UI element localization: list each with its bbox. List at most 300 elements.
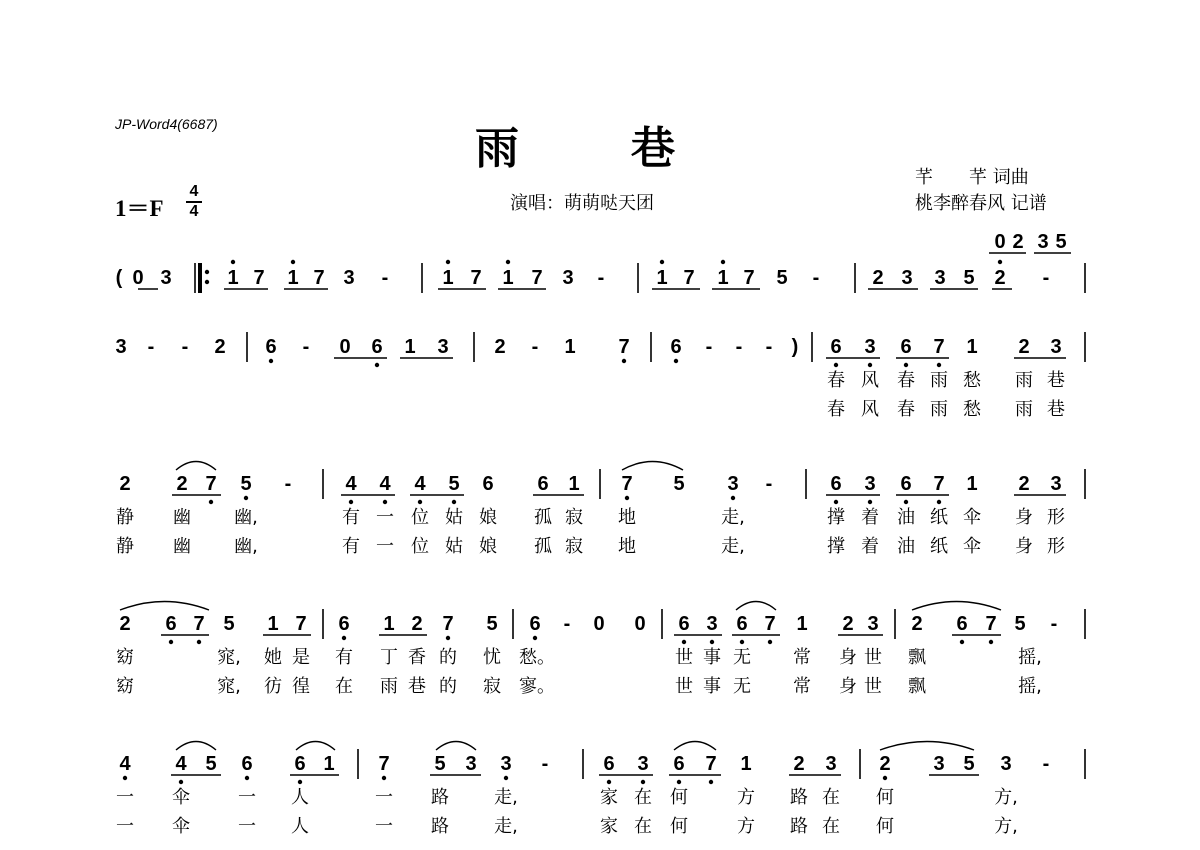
score-note: 6 [294, 753, 306, 775]
score-note: 4 [414, 473, 426, 495]
lyric-char: 常 [793, 676, 811, 697]
score-note: 6 [529, 613, 541, 635]
lyric-char: 寥。 [519, 676, 555, 697]
score-note: 2 [872, 267, 884, 289]
score-note: 6 [830, 336, 842, 358]
lyric-char: 的 [439, 647, 457, 668]
score-note: 5 [240, 473, 252, 495]
lyric-char: 伞 [172, 816, 190, 837]
score-note: 1 [404, 336, 416, 358]
slur [176, 742, 216, 751]
lyric-char: 方 [737, 787, 755, 808]
score-note: 5 [448, 473, 460, 495]
lyric-char: 是 [292, 647, 310, 668]
lyric-char: 静 [116, 507, 134, 528]
octave-dot [740, 640, 744, 644]
score-note: 7 [985, 613, 997, 635]
slur [880, 742, 974, 751]
slur [674, 742, 716, 751]
time-denominator: 4 [189, 203, 199, 220]
octave-dot [834, 363, 838, 367]
lyric-char: 身 [1015, 507, 1033, 528]
score-note: 1 [717, 267, 729, 289]
octave-dot [677, 780, 681, 784]
score-note: 6 [371, 336, 383, 358]
score-note: - [541, 753, 549, 775]
score-note-small: 5 [1055, 231, 1067, 253]
lyric-char: 一 [116, 787, 134, 808]
score-note: 7 [295, 613, 307, 635]
score-note: - [1042, 753, 1050, 775]
score-note-small: 0 [994, 231, 1006, 253]
lyric-char: 愁 [963, 370, 981, 391]
lyric-char: 春 [897, 399, 915, 420]
score-note: 3 [437, 336, 449, 358]
octave-dot [868, 500, 872, 504]
slur [622, 462, 683, 471]
score-note: 5 [673, 473, 685, 495]
score-note: 6 [241, 753, 253, 775]
lyric-char: 油 [897, 536, 915, 557]
lyric-char: 春 [897, 370, 915, 391]
score-note: 3 [864, 336, 876, 358]
score-note: - [765, 473, 773, 495]
score-note: 6 [338, 613, 350, 635]
score-note: 6 [900, 473, 912, 495]
title-char-1: 雨 [475, 123, 519, 174]
score-note: 0 [634, 613, 646, 635]
lyric-char: 幽, [234, 536, 258, 557]
lyric-char: 位 [411, 536, 429, 557]
score-note: 3 [465, 753, 477, 775]
octave-dot [625, 496, 629, 500]
octave-dot [883, 776, 887, 780]
score-note: 2 [911, 613, 923, 635]
score-note: 6 [956, 613, 968, 635]
score-note: - [563, 613, 571, 635]
lyric-char: 走, [721, 536, 745, 557]
octave-dot [446, 636, 450, 640]
score-note: - [812, 267, 820, 289]
score-note: 2 [1018, 336, 1030, 358]
slur [176, 462, 216, 471]
octave-dot [904, 500, 908, 504]
score-note: 3 [934, 267, 946, 289]
score-note: 1 [966, 336, 978, 358]
octave-dot [375, 363, 379, 367]
octave-dot [641, 780, 645, 784]
lyric-char: 纸 [930, 536, 948, 557]
score-note: 1 [383, 613, 395, 635]
score-note: 6 [900, 336, 912, 358]
lyric-char: 有 [342, 507, 360, 528]
score-note: 5 [205, 753, 217, 775]
score-note: 3 [1050, 336, 1062, 358]
lyric-char: 巷 [408, 676, 426, 697]
octave-dot [205, 280, 209, 284]
score-note: 2 [176, 473, 188, 495]
lyric-char: 在 [634, 787, 652, 808]
score-note: - [181, 336, 189, 358]
lyric-char: 寂 [565, 536, 583, 557]
lyric-char: 一 [376, 507, 394, 528]
score-note: 7 [743, 267, 755, 289]
score-note: ( [115, 267, 123, 289]
lyric-char: 无 [733, 647, 751, 668]
score-note: 3 [933, 753, 945, 775]
score-note: 7 [933, 473, 945, 495]
score-note: 5 [434, 753, 446, 775]
lyric-char: 身 [1015, 536, 1033, 557]
score-note: 3 [901, 267, 913, 289]
octave-dot [904, 363, 908, 367]
lyric-char: 香 [408, 647, 426, 668]
octave-dot [674, 359, 678, 363]
lyric-char: 雨 [930, 370, 948, 391]
score-note: ) [791, 336, 799, 358]
score-note: 5 [486, 613, 498, 635]
lyric-char: 丁 [380, 647, 398, 668]
octave-dot [622, 359, 626, 363]
lyric-char: 人 [291, 787, 309, 808]
score-note: 3 [160, 267, 172, 289]
octave-dot [231, 260, 235, 264]
score-note: 3 [864, 473, 876, 495]
lyric-char: 世 [864, 647, 882, 668]
score-note: 2 [879, 753, 891, 775]
octave-dot [291, 260, 295, 264]
score-note: - [381, 267, 389, 289]
octave-dot [383, 500, 387, 504]
score-note: 7 [253, 267, 265, 289]
slur [120, 602, 209, 611]
score-note: 0 [132, 267, 144, 289]
title-char-2: 巷 [631, 123, 675, 174]
score-note: 0 [339, 336, 351, 358]
score-note: 6 [736, 613, 748, 635]
score-note: 5 [963, 267, 975, 289]
octave-dot [506, 260, 510, 264]
score-note: 7 [933, 336, 945, 358]
score-note: 2 [214, 336, 226, 358]
score-note: - [1050, 613, 1058, 635]
lyric-char: 有 [342, 536, 360, 557]
lyric-char: 形 [1047, 507, 1065, 528]
octave-dot [504, 776, 508, 780]
octave-dot [244, 496, 248, 500]
score-note: 6 [603, 753, 615, 775]
lyric-char: 一 [116, 816, 134, 837]
lyric-char: 方 [737, 816, 755, 837]
octave-dot [197, 640, 201, 644]
score-note: 3 [637, 753, 649, 775]
score-note: 7 [531, 267, 543, 289]
lyrics-composer-credit: 芊 芊 词曲 [915, 167, 1029, 188]
lyric-char: 纸 [930, 507, 948, 528]
score-note: 4 [345, 473, 357, 495]
lyric-char: 世 [675, 676, 693, 697]
octave-dot [989, 640, 993, 644]
octave-dot [418, 500, 422, 504]
score-note: 1 [656, 267, 668, 289]
score-note: - [597, 267, 605, 289]
score-note: 6 [670, 336, 682, 358]
score-note: 6 [673, 753, 685, 775]
software-label: JP-Word4(6687) [115, 116, 218, 132]
lyric-char: 孤 [534, 536, 552, 557]
time-numerator: 4 [189, 183, 199, 200]
octave-dot [533, 636, 537, 640]
slur [912, 602, 1001, 611]
lyric-char: 飘 [908, 676, 926, 697]
lyric-char: 何 [876, 787, 894, 808]
lyric-char: 走, [494, 787, 518, 808]
lyric-char: 事 [703, 647, 721, 668]
lyric-char: 世 [675, 647, 693, 668]
lyric-char: 幽 [173, 507, 191, 528]
slur [736, 602, 776, 611]
score-note: 7 [621, 473, 633, 495]
score-note: - [284, 473, 292, 495]
lyric-char: 路 [431, 787, 449, 808]
octave-dot [682, 640, 686, 644]
score-note: 2 [494, 336, 506, 358]
octave-dot [205, 270, 209, 274]
octave-dot [342, 636, 346, 640]
octave-dot [721, 260, 725, 264]
score-note: 3 [825, 753, 837, 775]
octave-dot [660, 260, 664, 264]
lyric-char: 事 [703, 676, 721, 697]
lyric-char: 春 [827, 370, 845, 391]
lyric-char: 寂 [483, 676, 501, 697]
lyric-char: 在 [335, 676, 353, 697]
score-note: 1 [227, 267, 239, 289]
score-note: 3 [500, 753, 512, 775]
lyric-char: 幽, [234, 507, 258, 528]
lyric-char: 窕, [217, 676, 241, 697]
lyric-char: 地 [618, 507, 636, 528]
octave-dot [123, 776, 127, 780]
score-note: 6 [678, 613, 690, 635]
score-note: 1 [796, 613, 808, 635]
score-note: 7 [705, 753, 717, 775]
lyric-char: 伞 [172, 787, 190, 808]
octave-dot [710, 640, 714, 644]
score-note: 4 [175, 753, 187, 775]
score-note: 3 [1000, 753, 1012, 775]
lyric-char: 愁 [963, 399, 981, 420]
lyric-char: 巷 [1047, 370, 1065, 391]
lyric-char: 飘 [908, 647, 926, 668]
score-note: 1 [323, 753, 335, 775]
score-note: 3 [727, 473, 739, 495]
score-note: 2 [119, 613, 131, 635]
lyric-char: 油 [897, 507, 915, 528]
score-note: 2 [793, 753, 805, 775]
lyric-char: 世 [864, 676, 882, 697]
score-note: 2 [1018, 473, 1030, 495]
score-note: 1 [502, 267, 514, 289]
score-note: 3 [343, 267, 355, 289]
lyric-char: 方, [994, 816, 1018, 837]
lyric-char: 着 [861, 507, 879, 528]
lyric-char: 伞 [963, 507, 981, 528]
lyric-char: 雨 [930, 399, 948, 420]
lyric-char: 雨 [380, 676, 398, 697]
lyric-char: 在 [822, 787, 840, 808]
score-note: 3 [1050, 473, 1062, 495]
lyric-char: 姑 [445, 507, 463, 528]
score-note: 1 [740, 753, 752, 775]
score-note: 7 [764, 613, 776, 635]
octave-dot [349, 500, 353, 504]
lyric-char: 撑 [827, 507, 845, 528]
lyric-char: 幽 [173, 536, 191, 557]
lyric-char: 窈 [116, 676, 134, 697]
lyric-char: 雨 [1015, 399, 1033, 420]
lyric-char: 窈 [116, 647, 134, 668]
lyric-char: 常 [793, 647, 811, 668]
score-note: 7 [683, 267, 695, 289]
score-note: 2 [119, 473, 131, 495]
score-note: - [765, 336, 773, 358]
octave-dot [179, 780, 183, 784]
score-note: 3 [115, 336, 127, 358]
lyric-char: 彷 [264, 676, 282, 697]
score-note: 0 [593, 613, 605, 635]
key-signature: 1＝F [115, 196, 164, 221]
octave-dot [607, 780, 611, 784]
score-note: 1 [966, 473, 978, 495]
lyric-char: 徨 [292, 676, 310, 697]
score-note: 7 [193, 613, 205, 635]
octave-dot [960, 640, 964, 644]
score-note-small: 3 [1037, 231, 1049, 253]
score-note: 5 [223, 613, 235, 635]
lyric-char: 着 [861, 536, 879, 557]
transcriber-credit: 桃李醉春风 记谱 [915, 193, 1047, 214]
lyric-char: 一 [238, 787, 256, 808]
octave-dot [937, 500, 941, 504]
octave-dot [834, 500, 838, 504]
octave-dot [209, 500, 213, 504]
octave-dot [937, 363, 941, 367]
lyric-char: 撑 [827, 536, 845, 557]
score-note: 6 [482, 473, 494, 495]
octave-dot [868, 363, 872, 367]
score-note: - [1042, 267, 1050, 289]
lyric-char: 摇, [1018, 647, 1042, 668]
score-note: - [531, 336, 539, 358]
score-note: 2 [842, 613, 854, 635]
lyric-char: 人 [291, 816, 309, 837]
lyric-char: 在 [634, 816, 652, 837]
score-note: 3 [562, 267, 574, 289]
score-note: 1 [267, 613, 279, 635]
lyric-char: 形 [1047, 536, 1065, 557]
score-note: 4 [379, 473, 391, 495]
octave-dot [998, 260, 1002, 264]
lyric-char: 何 [670, 787, 688, 808]
score-note-small: 2 [1012, 231, 1024, 253]
lyric-char: 风 [861, 370, 879, 391]
lyric-char: 何 [670, 816, 688, 837]
lyric-char: 愁。 [519, 647, 555, 668]
score-note: 1 [568, 473, 580, 495]
lyric-char: 一 [375, 816, 393, 837]
octave-dot [731, 496, 735, 500]
score-note: 6 [537, 473, 549, 495]
lyric-char: 位 [411, 507, 429, 528]
score-note: 1 [564, 336, 576, 358]
score-note: 5 [776, 267, 788, 289]
lyric-char: 春 [827, 399, 845, 420]
lyric-char: 家 [600, 787, 618, 808]
lyric-char: 一 [238, 816, 256, 837]
octave-dot [768, 640, 772, 644]
score-note: 6 [165, 613, 177, 635]
lyric-char: 路 [790, 816, 808, 837]
lyric-char: 娘 [479, 507, 497, 528]
score-note: 7 [205, 473, 217, 495]
singer-credit: 演唱：萌萌哒天团 [510, 193, 654, 214]
lyric-char: 家 [600, 816, 618, 837]
lyric-char: 她 [264, 647, 282, 668]
lyric-char: 何 [876, 816, 894, 837]
octave-dot [298, 780, 302, 784]
score-note: 3 [706, 613, 718, 635]
score-note: 6 [265, 336, 277, 358]
lyric-char: 摇, [1018, 676, 1042, 697]
score-note: - [302, 336, 310, 358]
lyric-char: 静 [116, 536, 134, 557]
octave-dot [382, 776, 386, 780]
lyric-char: 风 [861, 399, 879, 420]
lyric-char: 身 [839, 676, 857, 697]
score-note: 1 [442, 267, 454, 289]
lyric-char: 寂 [565, 507, 583, 528]
score-note: 5 [963, 753, 975, 775]
lyric-char: 娘 [479, 536, 497, 557]
lyric-char: 一 [375, 787, 393, 808]
score-note: 2 [994, 267, 1006, 289]
octave-dot [269, 359, 273, 363]
score-note: - [735, 336, 743, 358]
octave-dot [709, 780, 713, 784]
lyric-char: 有 [335, 647, 353, 668]
lyric-char: 走, [494, 816, 518, 837]
score-note: - [147, 336, 155, 358]
lyric-char: 孤 [534, 507, 552, 528]
octave-dot [452, 500, 456, 504]
score-note: 4 [119, 753, 131, 775]
score-note: 7 [470, 267, 482, 289]
lyric-char: 巷 [1047, 399, 1065, 420]
score-note: 1 [287, 267, 299, 289]
score-note: 6 [830, 473, 842, 495]
lyric-char: 无 [733, 676, 751, 697]
score-note: 7 [378, 753, 390, 775]
slur [436, 742, 476, 751]
lyric-char: 路 [790, 787, 808, 808]
lyric-char: 一 [376, 536, 394, 557]
score-note: 7 [313, 267, 325, 289]
lyric-char: 地 [618, 536, 636, 557]
octave-dot [245, 776, 249, 780]
lyric-char: 方, [994, 787, 1018, 808]
lyric-char: 走, [721, 507, 745, 528]
